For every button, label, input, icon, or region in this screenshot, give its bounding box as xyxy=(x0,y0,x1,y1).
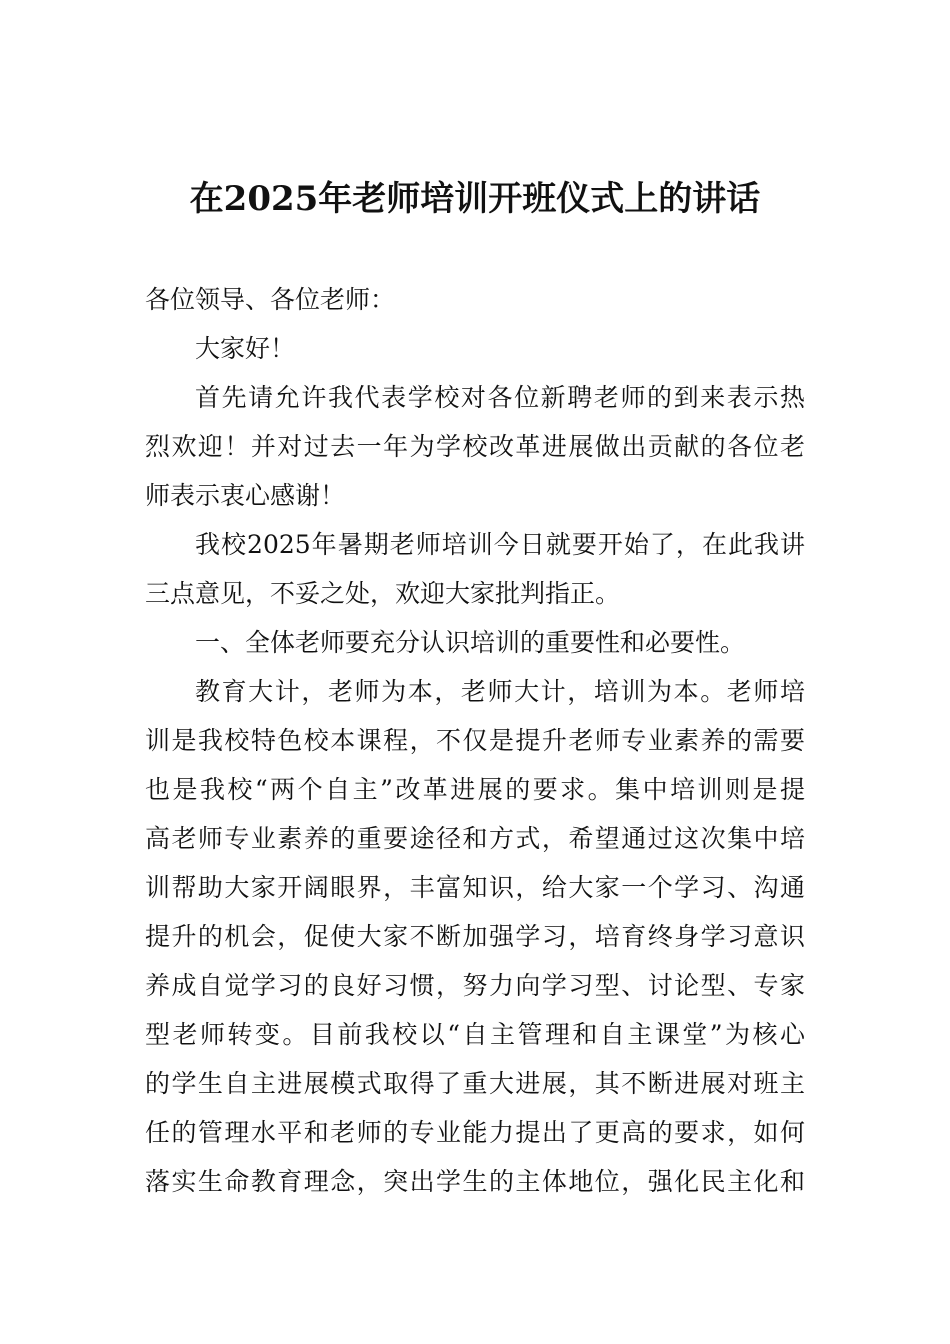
paragraph-line: 提升的机会，促使大家不断加强学习，培育终身学习意识 xyxy=(145,922,805,951)
salutation-line: 各位领导、各位老师： xyxy=(145,285,396,314)
paragraph-line: 首先请允许我代表学校对各位新聘老师的到来表示热 xyxy=(195,383,805,412)
paragraph-line: 教育大计，老师为本，老师大计，培训为本。老师培 xyxy=(195,677,805,706)
paragraph-line: 落实生命教育理念，突出学生的主体地位，强化民主化和 xyxy=(145,1167,805,1196)
paragraph-line: 训是我校特色校本课程，不仅是提升老师专业素养的需要 xyxy=(145,726,805,755)
paragraph-line: 烈欢迎！并对过去一年为学校改革进展做出贡献的各位老 xyxy=(145,432,805,461)
section-heading-line: 一、全体老师要充分认识培训的重要性和必要性。 xyxy=(195,628,746,657)
paragraph-line: 也是我校“两个自主”改革进展的要求。集中培训则是提 xyxy=(145,775,805,804)
paragraph-line: 师表示衷心感谢！ xyxy=(145,481,346,510)
paragraph-line: 的学生自主进展模式取得了重大进展，其不断进展对班主 xyxy=(145,1069,805,1098)
document-title: 在2025年老师培训开班仪式上的讲话 xyxy=(189,179,761,219)
paragraph-line: 高老师专业素养的重要途径和方式，希望通过这次集中培 xyxy=(145,824,805,853)
greeting-line: 大家好！ xyxy=(195,334,296,363)
document-body xyxy=(145,275,805,1206)
paragraph-line: 我校2025年暑期老师培训今日就要开始了，在此我讲 xyxy=(195,530,805,559)
paragraph-line: 训帮助大家开阔眼界，丰富知识，给大家一个学习、沟通 xyxy=(145,873,805,902)
paragraph-line: 三点意见，不妥之处，欢迎大家批判指正。 xyxy=(145,579,621,608)
paragraph-line: 型老师转变。目前我校以“自主管理和自主课堂”为核心 xyxy=(145,1020,805,1049)
paragraph-line: 任的管理水平和老师的专业能力提出了更高的要求，如何 xyxy=(145,1118,805,1147)
paragraph-line: 养成自觉学习的良好习惯，努力向学习型、讨论型、专家 xyxy=(145,971,805,1000)
